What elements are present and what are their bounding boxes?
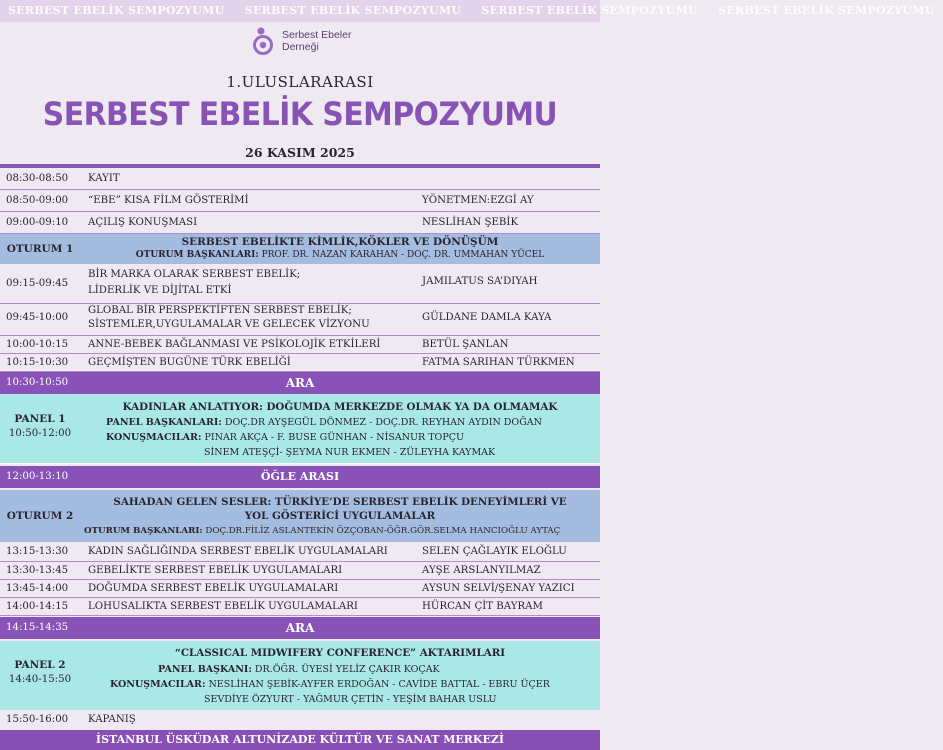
schedule-row [0, 562, 600, 580]
panel-2-speakers [110, 679, 550, 690]
row-time: 08:50-09:00 [6, 195, 69, 206]
row-speaker: BETÜL ŞANLAN [422, 339, 509, 350]
logo-line-2: Derneği [282, 41, 319, 53]
session-2-chairs-label: OTURUM BAŞKANLARI: [84, 526, 203, 536]
break-label: ARA [285, 376, 315, 390]
panel-2-title: “CLASSICAL MIDWIFERY CONFERENCE” AKTARIMLARI [174, 647, 506, 659]
row-speaker: AYŞE ARSLANYILMAZ [422, 565, 541, 576]
break-row [0, 372, 600, 394]
session-2-header [0, 490, 600, 542]
row-description: ANNE-BEBEK BAĞLANMASI VE PSİKOLOJİK ETKİLERİ [88, 339, 381, 350]
row-speaker: AYSUN SELVİ/ŞENAY YAZICI [422, 583, 575, 594]
panel-2-time: 14:40-15:50 [8, 674, 72, 685]
session-2-title-line-1: SAHADAN GELEN SESLER: TÜRKİYE’DE SERBEST EBELİK DENEYİMLERİ VE [113, 496, 567, 508]
schedule-row [0, 542, 600, 562]
row-time: 09:00-09:10 [6, 217, 69, 228]
midwives-association-logo-icon [250, 26, 276, 56]
banner-text: SERBEST EBELİK SEMPOZYUMU [718, 4, 935, 17]
row-description: KADIN SAĞLIĞINDA SERBEST EBELİK UYGULAMALARI [88, 546, 388, 557]
panel-2 [0, 641, 600, 710]
break-label: ARA [285, 621, 315, 635]
logo-line-1: Serbest Ebeler [282, 29, 352, 41]
schedule-row [0, 336, 600, 354]
session-1-chairs-label: OTURUM BAŞKANLARI: [135, 250, 259, 260]
panel-1-speakers-line-1: PINAR AKÇA - F. BUSE GÜNHAN - NİSANUR TOPÇU [204, 432, 464, 443]
panel-2-chair [158, 664, 440, 675]
break-time: 14:15-14:35 [6, 622, 69, 633]
logo-text [282, 29, 351, 53]
banner-text: SERBEST EBELİK SEMPOZYUMU [8, 4, 225, 17]
row-time: 13:30-13:45 [6, 565, 69, 576]
panel-2-speakers-line-2: SEVDİYE ÖZYURT - YAĞMUR ÇETİN - YEŞİM BAHAR USLU [204, 694, 497, 705]
panel-1-speakers-line-2: SİNEM ATEŞÇİ- ŞEYMA NUR EKMEN - ZÜLEYHA KAYMAK [204, 447, 496, 458]
row-speaker: HÜRCAN ÇİT BAYRAM [422, 601, 543, 612]
row-time: 08:30-08:50 [6, 173, 69, 184]
row-time: 14:00-14:15 [6, 601, 69, 612]
row-time: 13:45-14:00 [6, 583, 69, 594]
panel-1-speakers-label: KONUŞMACILAR: [106, 432, 202, 443]
row-speaker: NESLİHAN ŞEBİK [422, 217, 519, 228]
panel-1 [0, 394, 600, 464]
logo [250, 26, 351, 56]
row-description-line-2: SİSTEMLER,UYGULAMALAR VE GELECEK VİZYONU [88, 319, 370, 330]
lunch-time: 12:00-13:10 [6, 471, 69, 482]
lunch-label: ÖĞLE ARASI [260, 470, 340, 483]
break-time: 10:30-10:50 [6, 377, 69, 388]
schedule-row [0, 580, 600, 598]
panel-1-time: 10:50-12:00 [8, 428, 72, 439]
banner-text: SERBEST EBELİK SEMPOZYUMU [244, 4, 462, 17]
session-2-chairs-names: DOÇ.DR.FİLİZ ASLANTEKİN ÖZÇOBAN-ÖĞR.GÖR.SELMA HANCIOĞLU AYTAÇ [205, 526, 561, 536]
schedule-row [0, 212, 600, 234]
event-title: SERBEST EBELİK SEMPOZYUMU [42, 95, 558, 133]
break-row [0, 617, 600, 639]
panel-1-title: KADINLAR ANLATIYOR: DOĞUMDA MERKEZDE OLMAK YA DA OLMAMAK [122, 401, 558, 413]
top-banner [0, 0, 935, 22]
row-description: GEBELİKTE SERBEST EBELİK UYGULAMALARI [88, 565, 343, 576]
row-description: KAPANIŞ [88, 714, 136, 725]
session-1-title: SERBEST EBELİKTE KİMLİK,KÖKLER VE DÖNÜŞÜM [181, 236, 499, 248]
session-2-title-line-2: YOL GÖSTERİCİ UYGULAMALAR [244, 510, 436, 522]
row-speaker: JAMILATUS SA’DIYAH [422, 276, 538, 287]
panel-2-chair-name: DR.ÖĞR. ÜYESİ YELİZ ÇAKIR KOÇAK [254, 664, 440, 675]
row-speaker: GÜLDANE DAMLA KAYA [422, 312, 552, 323]
row-description: AÇILIŞ KONUŞMASI [88, 217, 198, 228]
session-2-label: OTURUM 2 [6, 510, 74, 522]
session-1-label: OTURUM 1 [6, 243, 74, 255]
panel-1-chairs [106, 417, 542, 428]
schedule-row [0, 354, 600, 372]
row-description: DOĞUMDA SERBEST EBELİK UYGULAMALARI [88, 583, 339, 594]
session-1-header [0, 234, 600, 264]
schedule-row [0, 264, 600, 304]
row-time: 10:00-10:15 [6, 339, 69, 350]
venue-footer: İSTANBUL ÜSKÜDAR ALTUNİZADE KÜLTÜR VE SANAT MERKEZİ [0, 730, 600, 750]
schedule-row [0, 710, 600, 730]
schedule-row [0, 190, 600, 212]
panel-2-speakers-line-1: NESLİHAN ŞEBİK-AYFER ERDOĞAN - CAVİDE BATTAL - EBRU ÜÇER [208, 679, 550, 690]
event-subtitle: 1.ULUSLARARASI [226, 73, 374, 91]
row-time: 10:15-10:30 [6, 357, 69, 368]
banner-text: SERBEST EBELİK SEMPOZYUMU [481, 4, 698, 17]
row-speaker: FATMA SARIHAN TÜRKMEN [422, 357, 575, 368]
row-description: KAYIT [88, 173, 120, 184]
panel-2-speakers-label: KONUŞMACILAR: [110, 679, 206, 690]
session-1-chairs-names: PROF. DR. NAZAN KARAHAN - DOÇ. DR. UMMAHAN YÜCEL [261, 250, 545, 260]
panel-1-chairs-names: DOÇ.DR AYŞEGÜL DÖNMEZ - DOÇ.DR. REYHAN AYDIN DOĞAN [224, 417, 542, 428]
row-description-line-1: BİR MARKA OLARAK SERBEST EBELİK; [88, 269, 301, 280]
row-description: “EBE” KISA FİLM GÖSTERİMİ [88, 195, 249, 206]
session-2-chairs [84, 526, 560, 536]
row-description: LOHUSALIKTA SERBEST EBELİK UYGULAMALARI [88, 601, 358, 612]
panel-1-speakers [106, 432, 464, 443]
schedule-row [0, 304, 600, 336]
row-time: 13:15-13:30 [6, 546, 69, 557]
row-description: GEÇMİŞTEN BUGÜNE TÜRK EBELİĞİ [88, 357, 291, 368]
session-1-chairs [80, 250, 600, 260]
panel-2-chair-label: PANEL BAŞKANI: [158, 664, 252, 675]
row-speaker: YÖNETMEN:EZGİ AY [422, 195, 534, 206]
row-description-line-2: LİDERLİK VE DİJİTAL ETKİ [88, 285, 232, 296]
row-speaker: SELEN ÇAĞLAYIK ELOĞLU [422, 546, 567, 557]
row-time: 09:15-09:45 [6, 278, 69, 289]
row-time: 09:45-10:00 [6, 312, 69, 323]
schedule-row [0, 598, 600, 616]
panel-1-label: PANEL 1 [14, 413, 66, 425]
row-description-line-1: GLOBAL BİR PERSPEKTİFTEN SERBEST EBELİK; [88, 305, 352, 316]
panel-1-chairs-label: PANEL BAŞKANLARI: [106, 417, 222, 428]
row-time: 15:50-16:00 [6, 714, 69, 725]
lunch-row [0, 466, 600, 488]
panel-2-label: PANEL 2 [14, 659, 66, 671]
event-date: 26 KASIM 2025 [245, 145, 355, 160]
schedule-row [0, 168, 600, 190]
